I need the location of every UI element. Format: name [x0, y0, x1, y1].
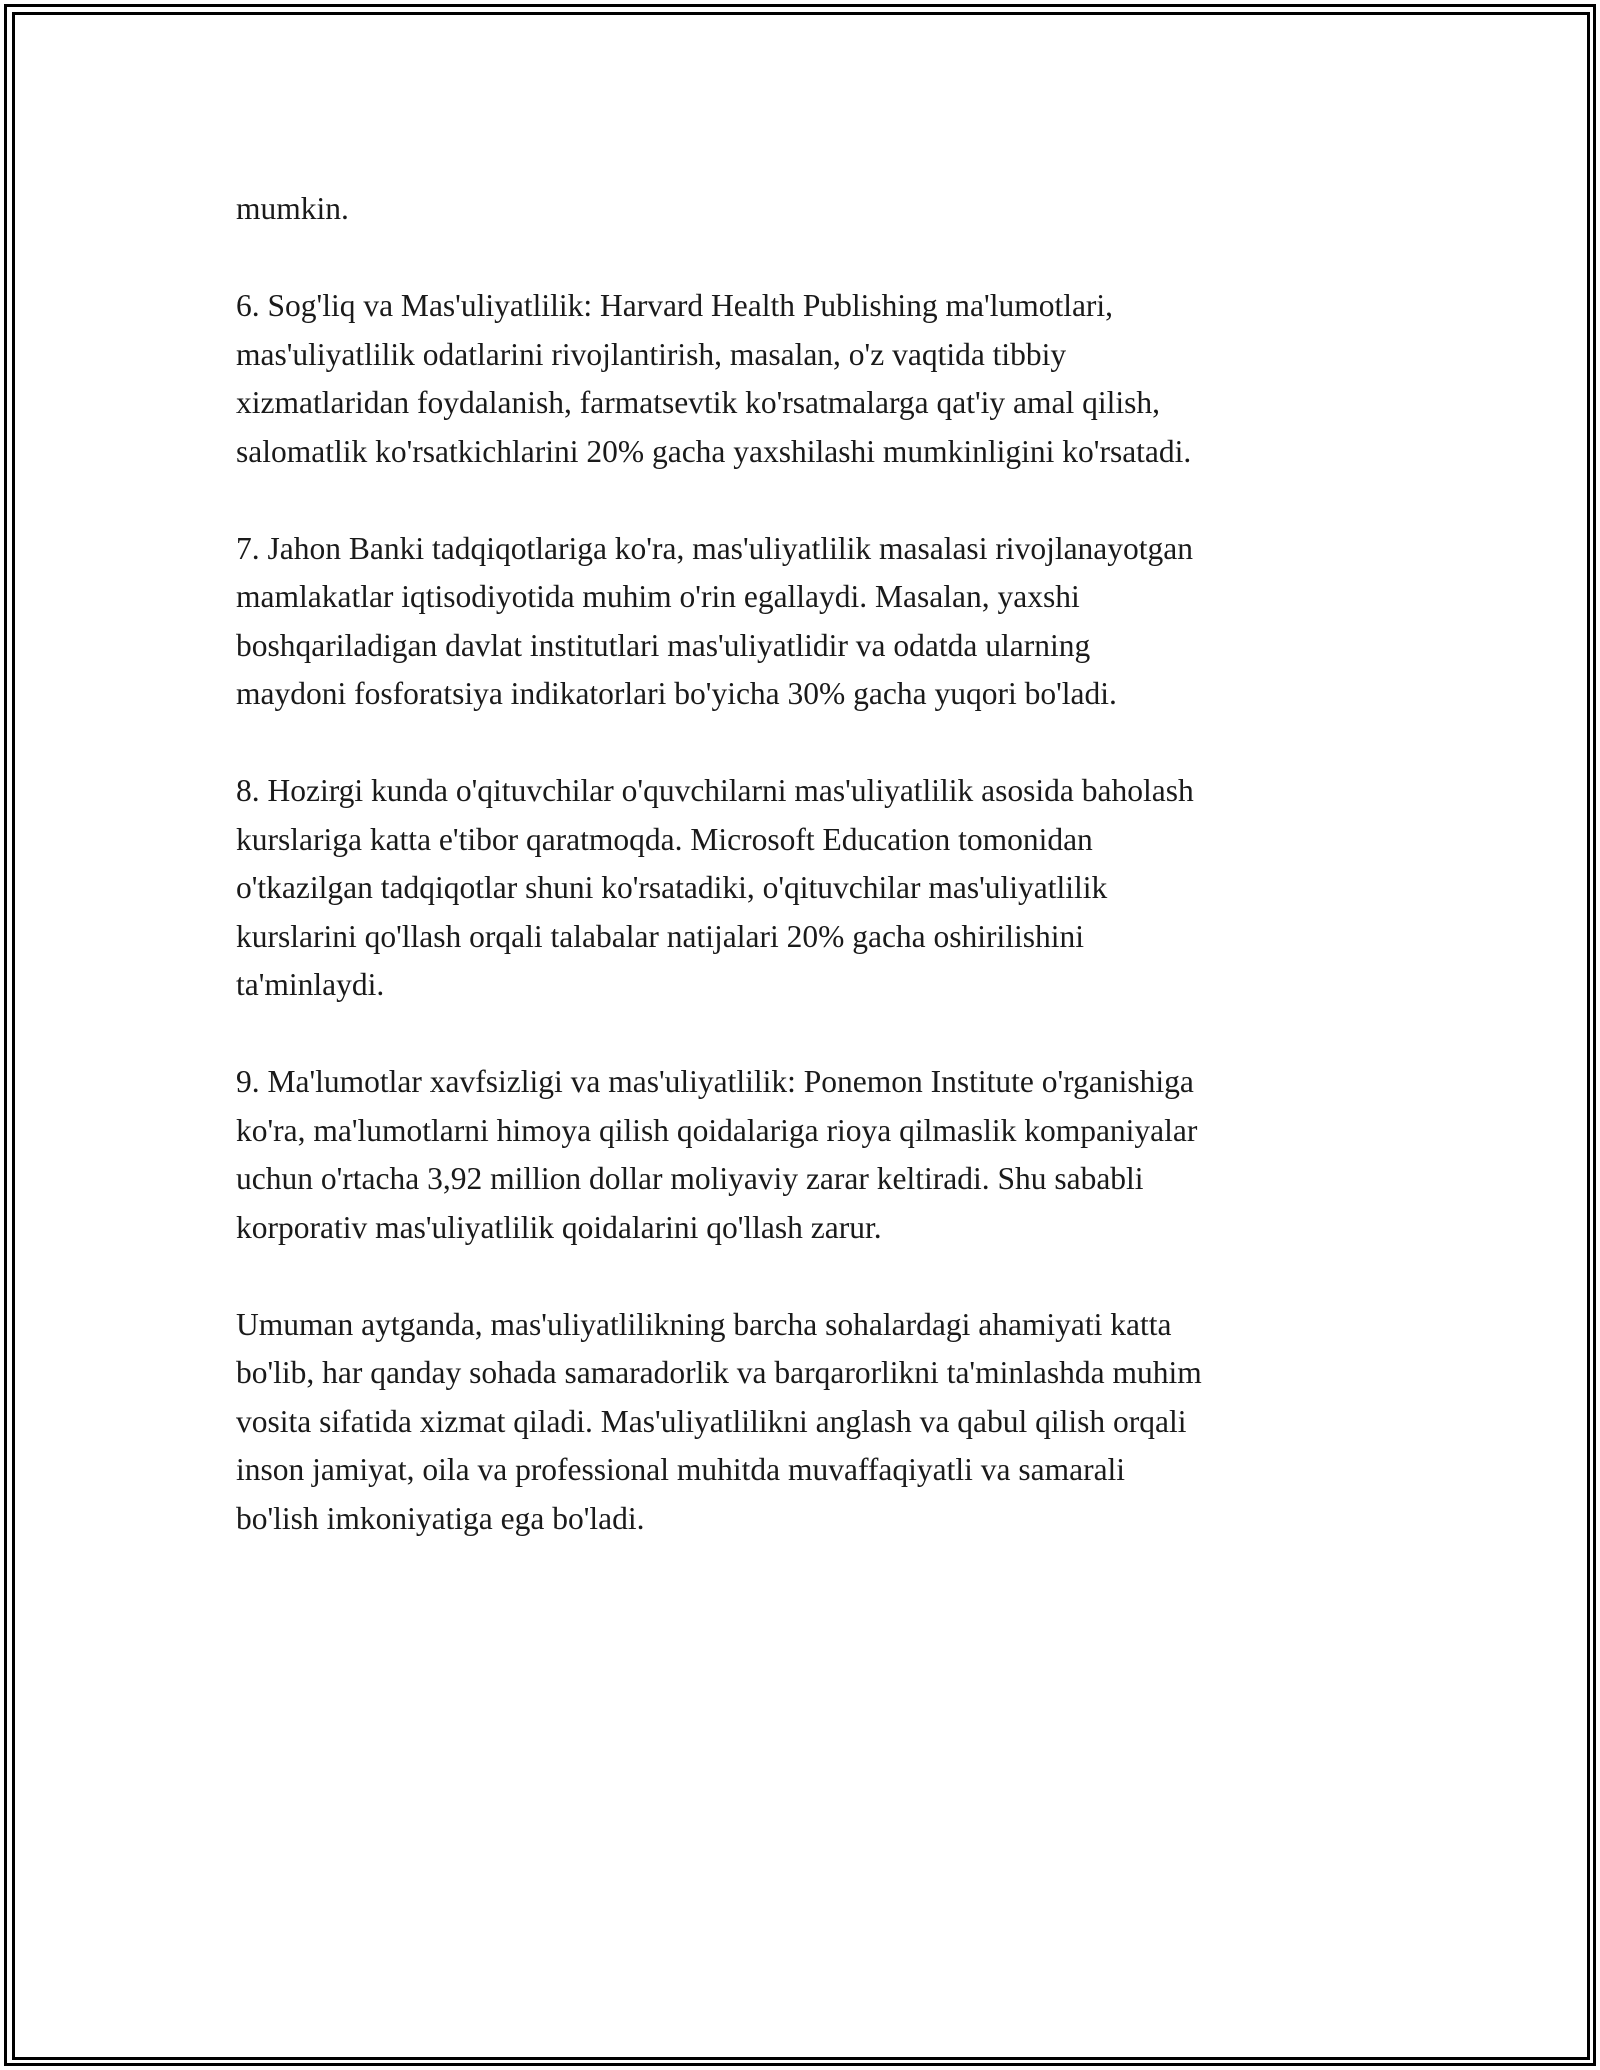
paragraph-continuation: mumkin.: [236, 191, 349, 226]
paragraph-item-6: 6. Sog'liq va Mas'uliyatlilik: Harvard Health Publishing ma'lumotlari, mas'uliyatlilik odatlarini rivojlantirish, masalan, o'z vaqtida tibbiy xizmatlaridan foydalanish, farmatsevtik ko'rsatmalarga qat'iy amal qilish, salomatlik ko'rsatkichlarini 20% gacha yaxshilashi mumkinligini ko'rsatadi.: [236, 288, 1192, 469]
document-body: [236, 185, 1396, 1592]
paragraph-item-7: 7. Jahon Banki tadqiqotlariga ko'ra, mas'uliyatlilik masalasi rivojlanayotgan mamlakatlar iqtisodiyotida muhim o'rin egallaydi. Masalan, yaxshi boshqariladigan davlat institutlari mas'uliyatlidir va odatda ularning maydoni fosforatsiya indikatorlari bo'yicha 30% gacha yuqori bo'ladi.: [236, 530, 1194, 711]
paragraph-conclusion: Umuman aytganda, mas'uliyatlilikning barcha sohalardagi ahamiyati katta bo'lib, har qanday sohada samaradorlik va barqarorlikni ta'minlashda muhim vosita sifatida xizmat qiladi. Mas'uliyatlilikni anglash va qabul qilish orqali inson jamiyat, oila va professional muhitda muvaffaqiyatli va samarali bo'lish imkoniyatiga ega bo'ladi.: [236, 1306, 1202, 1536]
paragraph-item-9: 9. Ma'lumotlar xavfsizligi va mas'uliyatlilik: Ponemon Institute o'rganishiga ko'ra, ma'lumotlarni himoya qilish qoidalariga rioya qilmaslik kompaniyalar uchun o'rtacha 3,92 million dollar moliyaviy zarar keltiradi. Shu sababli korporativ mas'uliyatlilik qoidalarini qo'llash zarur.: [236, 1064, 1198, 1245]
paragraph-item-8: 8. Hozirgi kunda o'qituvchilar o'quvchilarni mas'uliyatlilik asosida baholash kurslariga katta e'tibor qaratmoqda. Microsoft Education tomonidan o'tkazilgan tadqiqotlar shuni ko'rsatadiki, o'qituvchilar mas'uliyatlilik kurslarini qo'llash orqali talabalar natijalari 20% gacha oshirilishini ta'minlaydi.: [236, 773, 1194, 1002]
